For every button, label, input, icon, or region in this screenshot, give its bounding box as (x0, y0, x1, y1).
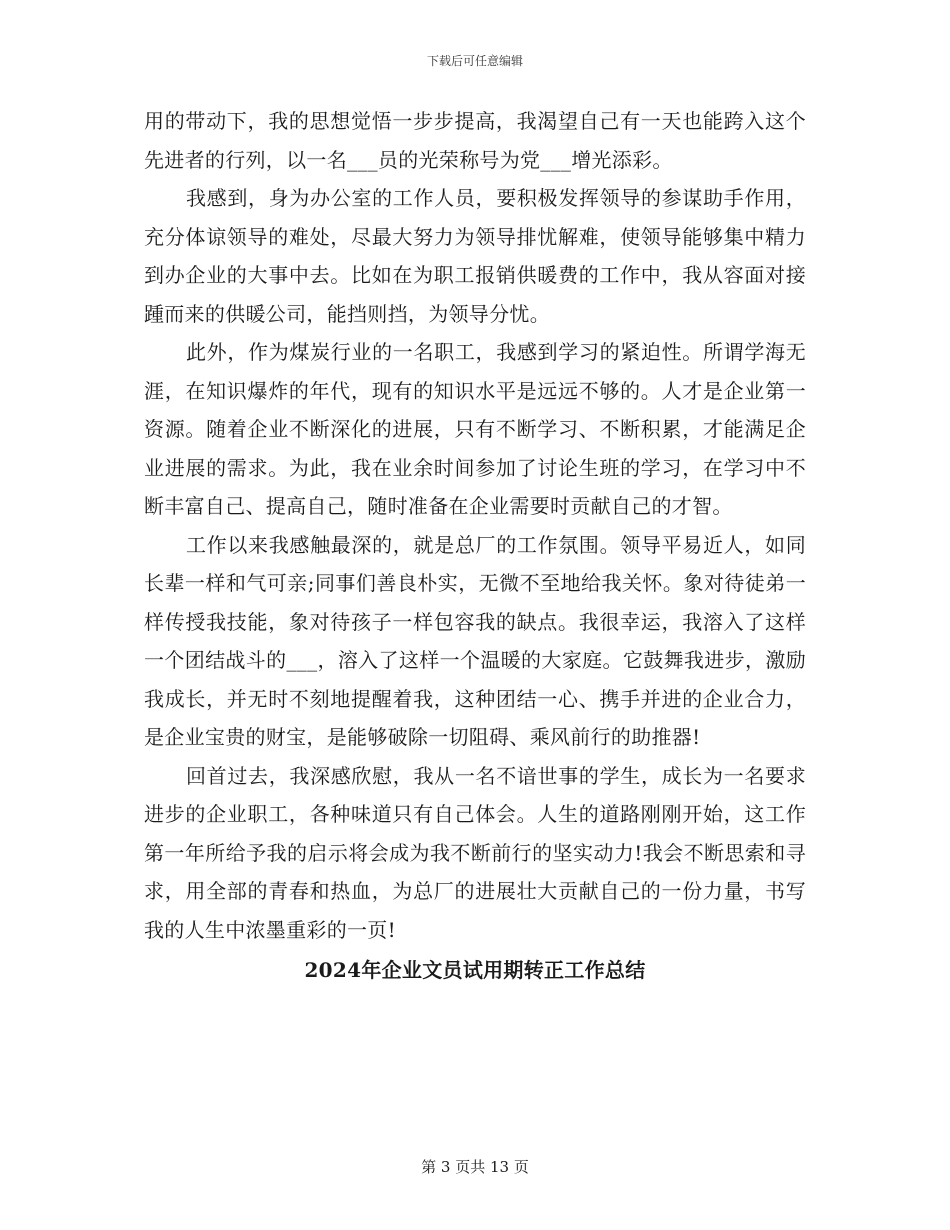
paragraph-learning: 此外，作为煤炭行业的一名职工，我感到学习的紧迫性。所谓学海无涯，在知识爆炸的年代，现有的知识水平是远远不够的。人才是企业第一资源。随着企业不断深化的进展，只有不断学习、不断积累，才能满足企业进展的需求。为此，我在业余时间参加了讨论生班的学习，在学习中不断丰富自己、提高自己，随时准备在企业需要时贡献自己的才智。 (144, 340, 806, 518)
paragraph-work-atmosphere: 工作以来我感触最深的，就是总厂的工作氛围。领导平易近人，如同长辈一样和气可亲;同事们善良朴实，无微不至地给我关怀。象对待徒弟一样传授我技能，象对待孩子一样包容我的缺点。我很幸运，我溶入了这样一个团结战斗的___，溶入了这样一个温暖的大家庭。它鼓舞我进步，激励我成长，并无时不刻地提醒着我，这种团结一心、携手并进的企业合力，是企业宝贵的财宝，是能够破除一切阻碍、乘风前行的助推器! (144, 532, 806, 749)
paragraph-office-role: 我感到，身为办公室的工作人员，要积极发挥领导的参谋助手作用，充分体谅领导的难处，尽最大努力为领导排忧解难，使领导能够集中精力到办企业的大事中去。比如在为职工报销供暖费的工作中，我从容面对接踵而来的供暖公司，能挡则挡，为领导分忧。 (144, 186, 806, 326)
document-body (144, 102, 806, 990)
page-header: 下载后可任意编辑 (426, 54, 523, 68)
paragraph-continuation: 用的带动下，我的思想觉悟一步步提高，我渴望自己有一天也能跨入这个先进者的行列，以一名___员的光荣称号为党___增光添彩。 (144, 109, 806, 172)
paragraph-looking-back: 回首过去，我深感欣慰，我从一名不谙世事的学生，成长为一名要求进步的企业职工，各种味道只有自己体会。人生的道路刚刚开始，这工作第一年所给予我的启示将会成为我不断前行的坚实动力!我会不断思索和寻求，用全部的青春和热血，为总厂的进展壮大贡献自己的一份力量，书写我的人生中浓墨重彩的一页! (144, 763, 806, 942)
page-footer: 第 3 页共 13 页 (421, 1158, 529, 1176)
section-title: 2024年企业文员试用期转正工作总结 (304, 958, 646, 982)
